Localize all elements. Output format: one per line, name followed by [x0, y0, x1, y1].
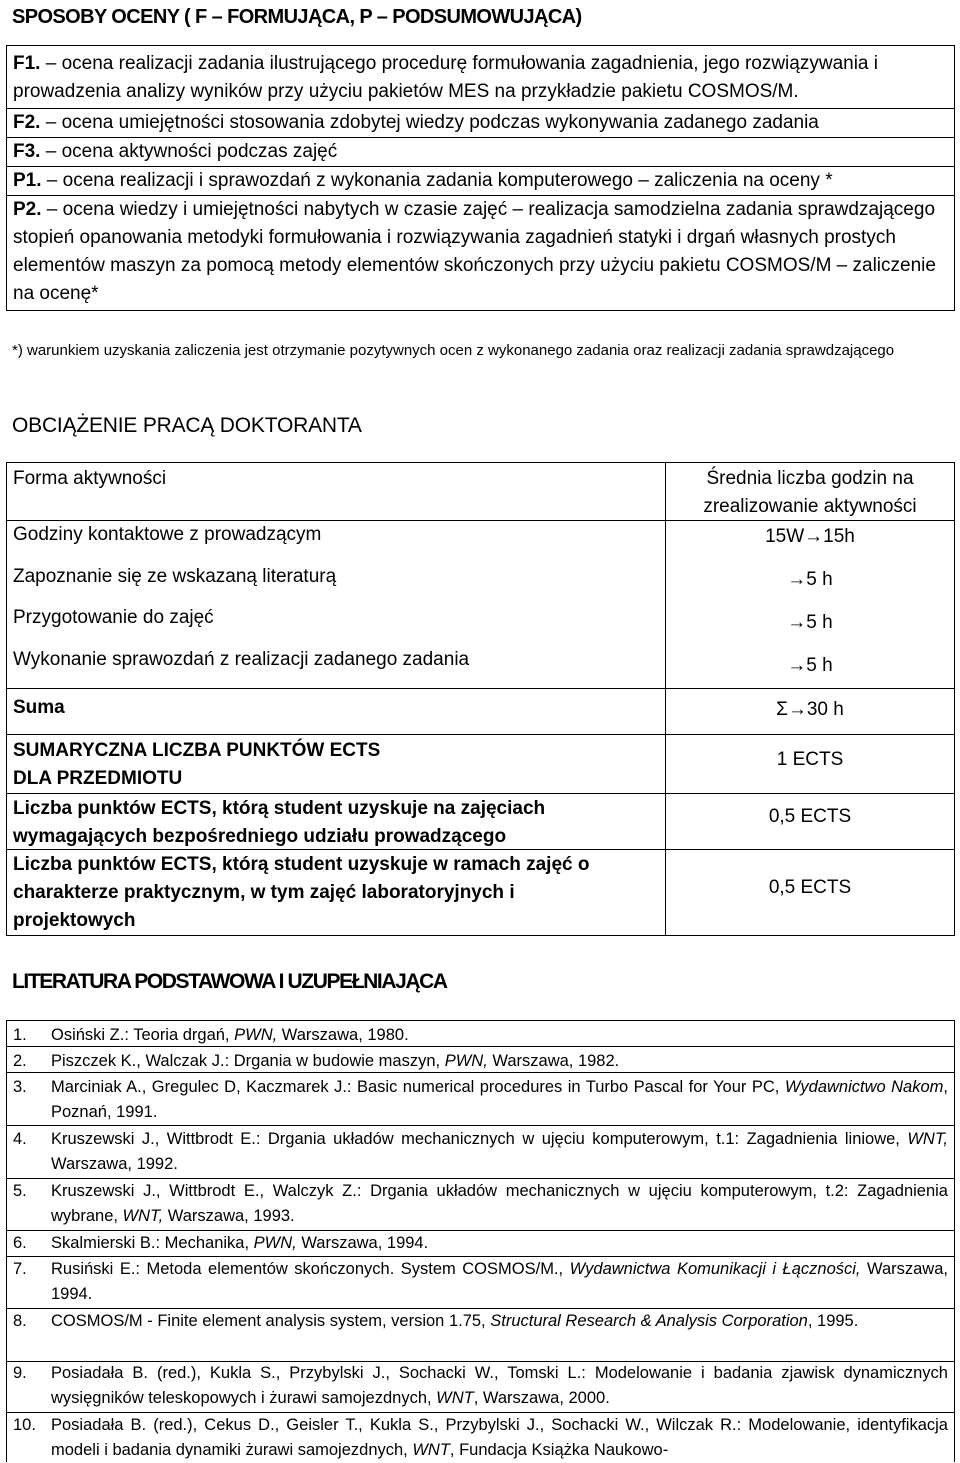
list-item: 5. Kruszewski J., Wittbrodt E., Walczyk Z.: Drgania układów mechanicznych w ujęciu komputerowym, t.2: Zagadnienia wybrane, WNT, Warszawa, 1993.	[13, 1182, 948, 1225]
workload-row-label: Wykonanie sprawozdań z realizacji zadanego zadania	[13, 649, 470, 670]
assessment-code: P2.	[13, 199, 42, 220]
assessment-footnote: *) warunkiem uzyskania zaliczenia jest otrzymanie pozytywnych ocen z wykonanego zadania oraz realizacji zadania sprawdzającego	[12, 342, 895, 359]
literature-heading: LITERATURA PODSTAWOWA I UZUPEŁNIAJĄCA	[12, 970, 447, 993]
assessment-p2	[7, 196, 954, 310]
workload-row-value: 15W→15h	[765, 526, 855, 547]
list-item: 2. Piszczek K., Walczak J.: Drgania w budowie maszyn, PWN, Warszawa, 1982.	[13, 1052, 620, 1070]
assessment-text: – ocena realizacji i sprawozdań z wykonania zadania komputerowego – zaliczenia na oceny *	[41, 170, 833, 191]
list-item: 3. Marciniak A., Gregulec D, Kaczmarek J.: Basic numerical procedures in Turbo Pascal for Your PC, Wydawnictwo Nakom, Poznań, 1991.	[13, 1078, 948, 1121]
assessment-text: – ocena umiejętności stosowania zdobytej wiedzy podczas wykonywania zadanego zadania	[40, 112, 819, 133]
assessment-f2	[7, 109, 954, 137]
assessment-code: F3.	[13, 141, 41, 162]
page-title: SPOSOBY OCENY ( F – FORMUJĄCA, P – PODSUMOWUJĄCA)	[12, 6, 582, 28]
workload-heading: OBCIĄŻENIE PRACĄ DOKTORANTA	[12, 414, 362, 437]
ects-total-value: 1 ECTS	[776, 749, 844, 770]
workload-sum-value: Σ→30 h	[776, 699, 844, 720]
assessment-code: F2.	[13, 112, 41, 133]
assessment-f1	[7, 46, 954, 108]
ects-contact-label: Liczba punktów ECTS, którą student uzyskuje na zajęciach wymagających bezpośredniego udziału prowadzącego	[13, 798, 546, 847]
list-item: 1. Osiński Z.: Teoria drgań, PWN, Warszawa, 1980.	[13, 1026, 409, 1044]
assessment-methods-box	[6, 45, 955, 311]
workload-table	[6, 462, 955, 936]
ects-practical-value: 0,5 ECTS	[768, 877, 852, 898]
col-header-hours: Średnia liczba godzin na zrealizowanie aktywności	[703, 468, 917, 517]
ects-contact-value: 0,5 ECTS	[768, 806, 852, 827]
workload-row-label: Godziny kontaktowe z prowadzącym	[13, 524, 322, 545]
assessment-f3	[7, 138, 954, 166]
list-item: 8. COSMOS/M - Finite element analysis system, version 1.75, Structural Research & Analysis Corporation, 1995.	[13, 1312, 859, 1330]
list-item: 4. Kruszewski J., Wittbrodt E.: Drgania układów mechanicznych w ujęciu komputerowym, t.1: Zagadnienia liniowe, WNT, Warszawa, 1992.	[13, 1130, 948, 1173]
workload-row-label: Zapoznanie się ze wskazaną literaturą	[13, 566, 337, 587]
workload-row-value: →5 h	[787, 655, 833, 676]
col-header-activity: Forma aktywności	[13, 468, 167, 489]
ects-total-label: SUMARYCZNA LICZBA PUNKTÓW ECTS DLA PRZEDMIOTU	[13, 740, 381, 789]
assessment-p1	[7, 167, 954, 195]
list-item: 6. Skalmierski B.: Mechanika, PWN, Warszawa, 1994.	[13, 1234, 429, 1252]
workload-row-label: Przygotowanie do zajęć	[13, 607, 214, 628]
assessment-code: F1.	[13, 53, 41, 74]
assessment-text: – ocena aktywności podczas zajęć	[40, 141, 338, 162]
assessment-code: P1.	[13, 170, 42, 191]
literature-list	[6, 1020, 955, 1462]
workload-sum-label: Suma	[13, 697, 65, 718]
list-item: 9. Posiadała B. (red.), Kukla S., Przybylski J., Sochacki W., Tomski L.: Modelowanie i badania zjawisk dynamicznych wysięgników teleskopowych i żurawi samojezdnych, WNT, Warszawa, 2000.	[13, 1364, 948, 1407]
list-item: 10. Posiadała B. (red.), Cekus D., Geisler T., Kukla S., Przybylski J., Sochacki W., Wilczak R.: Modelowanie, identyfikacja modeli i badania dynamiki żurawi samojezdnych, WNT, Fundacja Książka Naukowo-	[13, 1416, 948, 1459]
workload-row-value: →5 h	[787, 569, 833, 590]
assessment-text: – ocena realizacji zadania ilustrującego procedurę formułowania zagadnienia, jego rozwiązywania i prowadzenia analizy wyników przy użyciu pakietów MES na przykładzie pakietu COSMOS/M.	[13, 53, 878, 102]
ects-practical-label: Liczba punktów ECTS, którą student uzyskuje w ramach zajęć o charakterze praktycznym, w tym zajęć laboratoryjnych i projektowych	[13, 854, 590, 931]
workload-row-value: →5 h	[787, 612, 833, 633]
list-item: 7. Rusiński E.: Metoda elementów skończonych. System COSMOS/M., Wydawnictwa Komunikacji i Łączności, Warszawa, 1994.	[13, 1260, 948, 1303]
assessment-text: – ocena wiedzy i umiejętności nabytych w czasie zajęć – realizacja samodzielna zadania sprawdzającego stopień opanowania metodyki formułowania i rozwiązywania zagadnień statyki i drgań własnych prostych elementów maszyn za pomocą metody elementów skończonych przy użyciu pakietu COSMOS/M – zaliczenie na ocenę*	[13, 199, 936, 304]
